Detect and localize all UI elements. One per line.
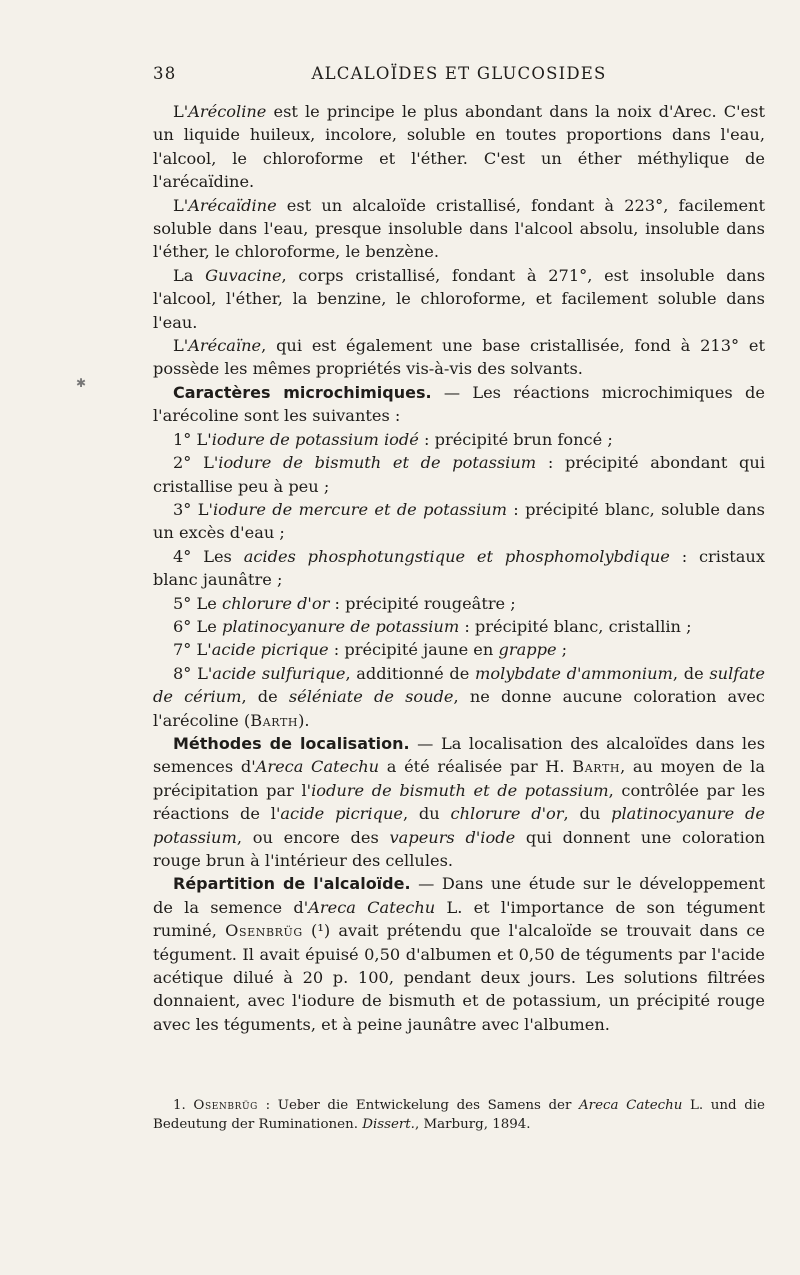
section-microchimiques: Caractères microchimiques. — Les réactions microchimiques de l'arécoline sont les suivantes : — [153, 382, 765, 426]
reaction-item: 5° Le chlorure d'or : précipité rougeâtre ; — [173, 593, 516, 613]
section-repartition: Répartition de l'alcaloïde. — Dans une étude sur le développement de la semence d'Areca Catechu L. et l'importance de son tégument ruminé, Osenbrüg (¹) avait prétendu que l'alcaloïde se trouvait dans ce tégument. Il avait épuisé 0,50 d'albumen et 0,50 de téguments par l'acide acétique dilué à 20 p. 100, pendant deux jours. Les solutions filtrées donnaient, avec l'iodure de bismuth et de potassium, un précipité rouge avec les téguments, et à peine jaunâtre avec l'albumen. — [153, 874, 765, 1034]
heading-repartition: Répartition de l'alcaloïde. — [173, 874, 411, 894]
term-arecaidine: Arécaïdine — [188, 195, 277, 215]
footnote-ref: (¹) — [302, 921, 339, 941]
reaction-item: 3° L'iodure de mercure et de potassium : précipité blanc, soluble dans un excès d'eau ; — [153, 499, 765, 543]
reaction-item: 1° L'iodure de potassium iodé : précipité brun foncé ; — [173, 429, 613, 449]
footnote: 1. Osenbrüg : Ueber die Entwickelung des Samens der Areca Catechu L. und die Bedeutung der Ruminationen. Dissert., Marburg, 1894. — [153, 1098, 765, 1132]
reaction-item: 6° Le platinocyanure de potassium : précipité blanc, cristallin ; — [173, 616, 692, 636]
term-guvacine: Guvacine — [205, 265, 282, 285]
paragraph-guvacine: La Guvacine, corps cristallisé, fondant à 271°, est insoluble dans l'alcool, l'éther, la benzine, le chloroforme, et facilement soluble dans l'eau. — [153, 265, 766, 332]
term-arecoline: Arécoline — [188, 102, 267, 121]
page-number: 38 — [153, 64, 177, 83]
heading-microchimiques: Caractères microchimiques. — [173, 382, 432, 402]
page-header — [153, 64, 765, 88]
heading-localisation: Méthodes de localisation. — [173, 733, 410, 753]
paragraph-arecoline: L'Arécoline est le principe le plus abondant dans la noix d'Arec. C'est un liquide huileux, incolore, soluble en toutes proportions dans l'eau, l'alcool, le chloroforme et l'éther. C'est un éther méthylique de l'arécaïdine. — [153, 102, 765, 192]
body-text — [153, 100, 765, 1036]
reaction-item: 7° L'acide picrique : précipité jaune en grappe ; — [173, 640, 568, 660]
author-barth: Barth — [250, 710, 299, 730]
reaction-item: 8° L'acide sulfurique, additionné de molybdate d'ammonium, de sulfate de cérium, de séléniate de soude, ne donne aucune coloration avec l'arécoline (Barth). — [153, 663, 765, 730]
paragraph-arecaidine: L'Arécaïdine est un alcaloïde cristallisé, fondant à 223°, facilement soluble dans l'eau, presque insoluble dans l'alcool absolu, insoluble dans l'éther, le chloroforme, le benzène. — [153, 195, 765, 262]
term-arecaine: Arécaïne — [188, 336, 262, 356]
reaction-list — [153, 428, 765, 732]
margin-mark: ✱ — [76, 376, 87, 390]
reaction-item: 2° L'iodure de bismuth et de potassium : précipité abondant qui cristallise peu à peu ; — [153, 453, 765, 496]
reaction-item: 4° Les acides phosphotungstique et phosphomolybdique : cristaux blanc jaunâtre ; — [153, 546, 765, 590]
paragraph-arecaine: L'Arécaïne, qui est également une base cristallisée, fond à 213° et possède les mêmes propriétés vis-à-vis des solvants. — [153, 336, 765, 379]
section-localisation: Méthodes de localisation. — La localisation des alcaloïdes dans les semences d'Areca Catechu a été réalisée par H. Barth, au moyen de la précipitation par l'iodure de bismuth et de potassium, contrôlée par les réactions de l'acide picrique, du chlorure d'or, du platinocyanure de potassium, ou encore des vapeurs d'iode qui donnent une coloration rouge brun à l'intérieur des cellules. — [153, 733, 765, 870]
running-title: ALCALOÏDES ET GLUCOSIDES — [311, 64, 607, 83]
